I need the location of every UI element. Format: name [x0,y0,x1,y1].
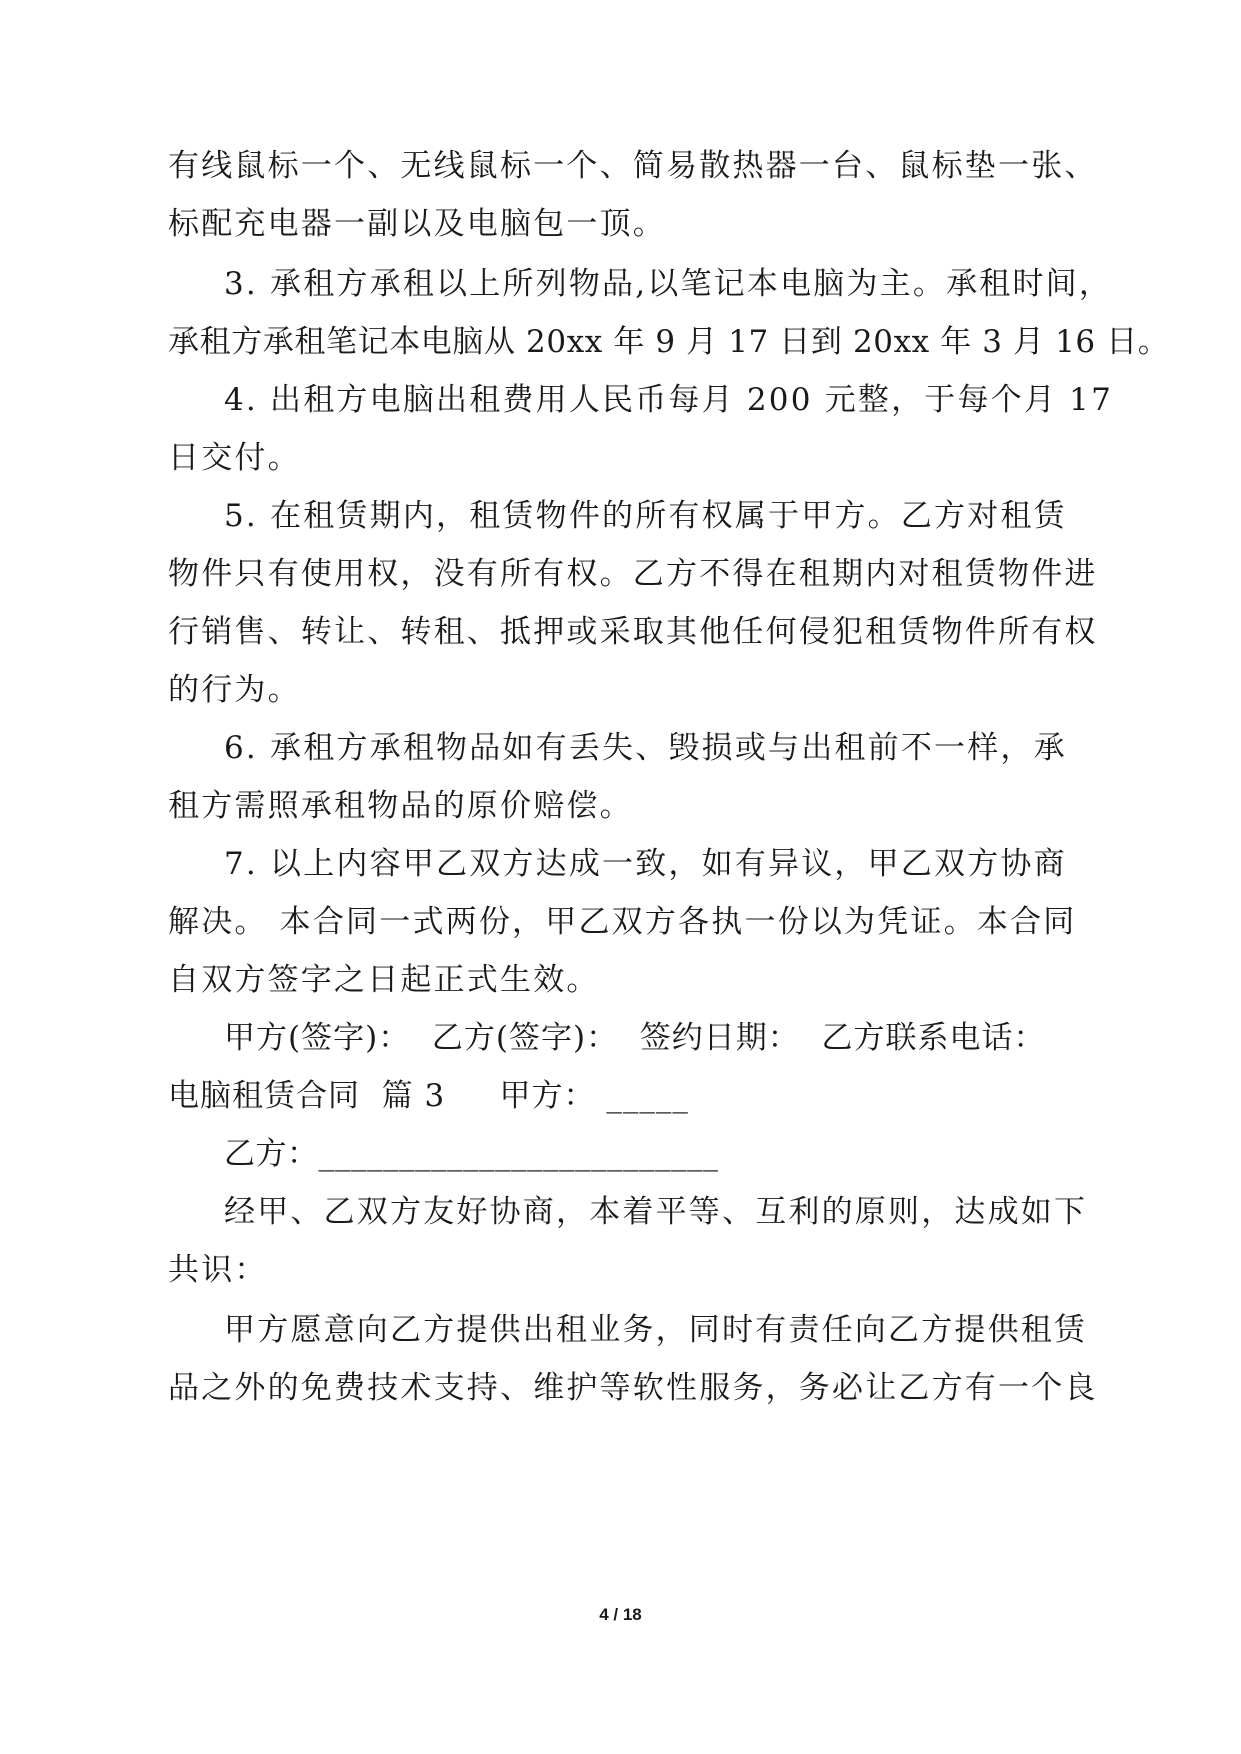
section-heading: 电脑租赁合同 篇 3 甲方： _____ [168,1078,689,1114]
party-b-line: 乙方：_________________________ [224,1136,719,1172]
text-line: 6. 承租方承租物品如有丢失、毁损或与出租前不一样，承 [224,730,1067,766]
page-number: 4 / 18 [599,1605,642,1624]
text-line: 3. 承租方承租以上所列物品,以笔记本电脑为主。承租时间， [224,266,1113,302]
text-line: 经甲、乙双方友好协商，本着平等、互利的原则，达成如下 [224,1194,1088,1230]
text-line: 甲方愿意向乙方提供出租业务，同时有责任向乙方提供租赁 [224,1312,1088,1348]
text-line: 5. 在租赁期内，租赁物件的所有权属于甲方。乙方对租赁 [224,498,1067,534]
text-line: 4. 出租方电脑出租费用人民币每月 200 元整，于每个月 17 [224,382,1114,418]
text-line: 品之外的免费技术支持、维护等软性服务，务必让乙方有一个良 [168,1370,1098,1406]
text-line: 共识： [168,1252,268,1288]
text-line: 7. 以上内容甲乙双方达成一致，如有异议，甲乙双方协商 [224,846,1067,882]
text-line: 解决。 本合同一式两份，甲乙双方各执一份以为凭证。本合同 [168,904,1077,940]
text-line: 行销售、转让、转租、抵押或采取其他任何侵犯租赁物件所有权 [168,614,1098,650]
text-line: 承租方承租笔记本电脑从 20xx 年 9 月 17 日到 20xx 年 3 月 16 日。 [168,324,1170,360]
text-line: 的行为。 [168,672,301,708]
text-line: 物件只有使用权，没有所有权。乙方不得在租期内对租赁物件进 [168,556,1098,592]
text-line: 标配充电器一副以及电脑包一顶。 [168,206,666,242]
text-line: 日交付。 [168,440,301,476]
text-line: 租方需照承租物品的原价赔偿。 [168,788,633,824]
signature-line: 甲方(签字)： 乙方(签字)： 签约日期： 乙方联系电话： [224,1020,1046,1056]
text-line: 自双方签字之日起正式生效。 [168,962,600,998]
text-line: 有线鼠标一个、无线鼠标一个、简易散热器一台、鼠标垫一张、 [168,148,1098,184]
